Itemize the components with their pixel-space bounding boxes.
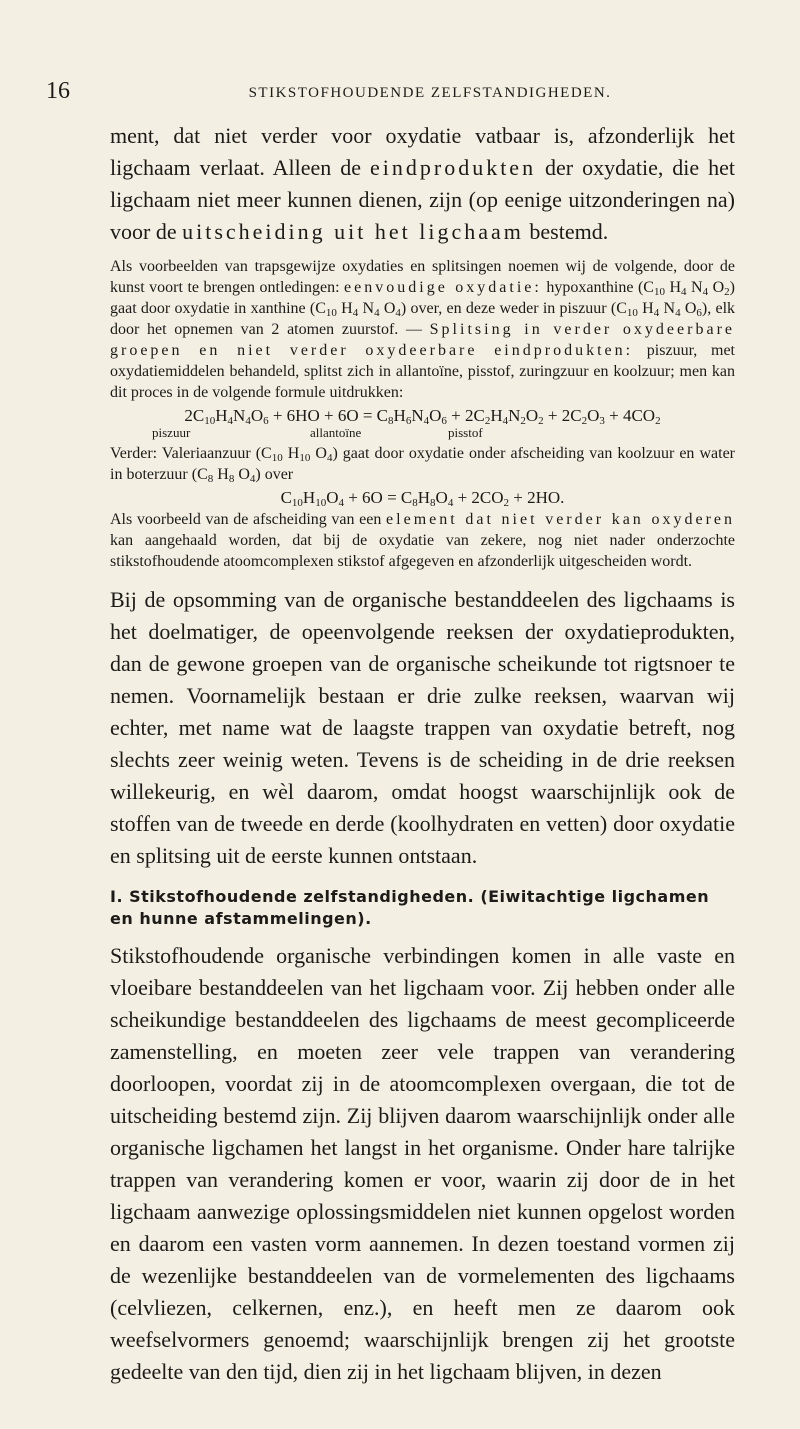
page-header (0, 0, 800, 110)
equation-valeriaanzuur: $C_{10}H_{10}O_4 + 6O = C_8H_8O_4 + 2CO_2 + 2HO$. (280, 488, 565, 509)
section-heading: I. Stikstofhoudende zelfstandigheden. (Eiwitachtige ligchamen en hunne afstammelingen). (110, 887, 710, 928)
paragraph-6: Stikstofhoudende organische verbindingen komen in alle vaste en vloeibare bestanddeelen van het ligchaam voor. Zij hebben onder alle scheikundige bestanddeelen des ligchaams de meest gecompliceerde zamenstelling, en moeten zeer vele trappen van verandering doorloopen, voordat zij in de atoomcomplexen overgaan, die tot de uitscheiding bestemd zijn. Zij blijven daarom waarschijnlijk onder alle organische ligchamen het langst in het organisme. Onder hare talrijke trappen van verandering komen er voor, waarin zij door de in het ligchaam aanwezige oplossingsmiddelen niet kunnen opgelost worden en daarom een vasten vorm aannemen. In dezen toestand vormen zij de wezenlijke bestanddeelen van de vormelementen des ligchaams (celvliezen, celkernen, enz.), en heeft men ze daarom ook weefselvormers genoemd; waarschijnlijk brengen zij het grootste gedeelte van den tijd, dien zij in het ligchaam blijven, in dezen (110, 943, 735, 1384)
label-piszuur: piszuur (152, 425, 191, 440)
paragraph-5: Bij de opsomming van de organische bestanddeelen des ligchaams is het doelmatiger, de opeenvolgende reeksen der oxydatieprodukten, dan de gewone groepen van de organische scheikunde tot rigtsnoer te nemen. Voornamelijk bestaan er drie zulke reeksen, waarvan wij echter, met name wat de laagste trappen van oxydatie betreft, nog slechts zeer weinig weten. Tevens is de scheiding in de drie reeksen willekeurig, en wèl daarom, omdat hoogst waarschijnlijk ook de stoffen van de tweede en derde (koolhydraten en vetten) door oxydatie en splitsing uit de eerste kunnen ontstaan. (110, 587, 735, 868)
label-allantoine: allantoïne (310, 425, 362, 440)
emphasis-uitscheiding: uitscheiding uit het ligchaam (182, 219, 524, 244)
paragraph-4: Als voorbeeld van de afscheiding van een element dat niet verder kan oxyderen kan aangehaald worden, dat bij de oxydatie van zekere, nog niet nader onderzochte stikstofhoudende atoomcomplexen stikstof afgegeven en afzonderlijk uitgescheiden wordt. (110, 511, 735, 570)
page-number: 16 (46, 78, 70, 104)
running-title: STIKSTOFHOUDENDE ZELFSTANDIGHEDEN. (248, 85, 612, 101)
paragraph-2: Als voorbeelden van trapsgewijze oxydaties en splitsingen noemen wij de volgende, door de kunst voort te brengen ontledingen: eenvoudige oxydatie: hypoxanthine ($C_{10}$ $H_4$ $N_4$ $O_2$) gaat door oxydatie in xanthine ($C_{10}$ $H_4$ $N_4$ $O_4$) over, en deze weder in piszuur ($C_{10}$ $H_4$ $N_4$ $O_6$), elk door het opnemen van 2 atomen zuurstof. — Splitsing in verder oxydeerbare groepen en niet verder oxydeerbare eindprodukten: piszuur, met oxydatiemiddelen behandeld, splitst zich in allantoïne, pisstof, zuringzuur en koolzuur; men kan dit proces in de volgende formule uitdrukken: (110, 258, 736, 401)
equation-piszuur: $2C_{10}H_4N_4O_6 + 6HO + 6O = C_8H_6N_4O_6 + 2C_2H_4N_2O_2 + 2C_2O_3 + 4CO_2$ (184, 406, 661, 427)
paragraph-1: ment, dat niet verder voor oxydatie vatbaar is, afzonderlijk het ligchaam verlaat. Alleen de eindprodukten der oxydatie, die het ligchaam niet meer kunnen dienen, zijn (op eenige uitzonderingen na) voor de uitscheiding uit het ligchaam bestemd. (110, 123, 735, 244)
label-pisstof: pisstof (448, 425, 483, 440)
equation-labels (110, 427, 735, 443)
body-text (110, 120, 735, 1388)
emphasis-eindprodukten: eindprodukten (369, 155, 537, 180)
paragraph-3: Verder: Valeriaanzuur ($C_{10}$ $H_{10}$ $O_4$) gaat door oxydatie onder afscheiding van koolzuur en water in boterzuur ($C_8$ $H_8$ $O_4$) over (110, 445, 736, 485)
